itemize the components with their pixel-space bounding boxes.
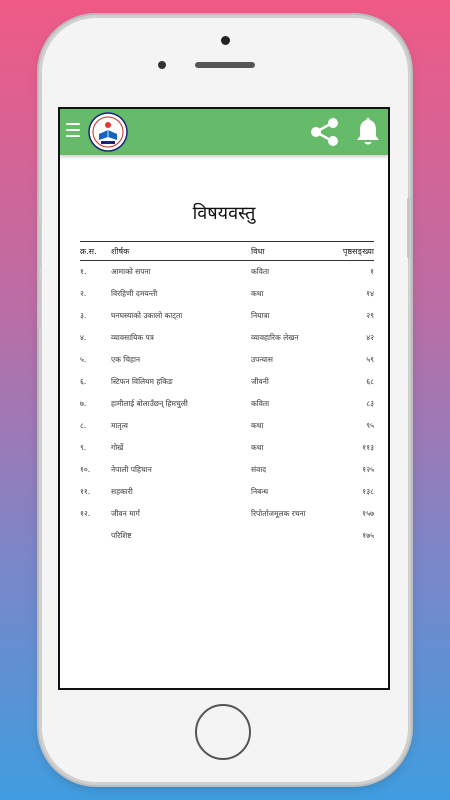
row-title: नेपाली पहिचान [111,465,152,474]
table-row[interactable] [80,283,374,305]
row-title: हामीलाई बोलाउँछन् हिमचुली [111,399,188,408]
row-number: ९. [80,443,87,452]
row-page: १५७ [362,509,374,518]
row-number: १. [80,267,87,276]
header-title: शीर्षक [111,246,130,256]
row-genre: जीवनी [251,377,269,386]
row-number: ३. [80,311,87,320]
row-genre: कथा [251,443,264,452]
table-of-contents [80,241,374,547]
row-page: ८३ [366,399,374,408]
page-title: विषयवस्तु [192,203,256,224]
row-title: घनघस्याको उकालो काट्ता [111,311,183,320]
row-number: ११. [80,487,91,496]
bell-icon[interactable] [354,117,382,147]
row-title: गोर्खे [111,443,124,452]
table-row[interactable] [80,349,374,371]
row-number: १०. [80,465,91,474]
table-row[interactable] [80,305,374,327]
row-page: १२५ [362,465,374,474]
row-page: ४२ [366,333,374,342]
row-page: १७५ [362,531,374,540]
header-number: क्र.स. [80,246,97,256]
app-logo [88,112,128,152]
row-genre: कथा [251,289,264,298]
earpiece-speaker [195,62,255,68]
row-genre: कथा [251,421,264,430]
power-button [407,198,410,258]
home-button[interactable] [195,704,251,760]
table-row[interactable] [80,261,374,283]
row-genre: रिपोर्ताजमूलक रचना [251,509,306,518]
row-title: मातृत्व [111,421,128,430]
row-number: १२. [80,509,91,518]
table-row[interactable] [80,393,374,415]
app-screen [58,107,390,690]
menu-bar [66,123,80,125]
hamburger-menu-icon[interactable] [66,123,80,139]
menu-bar [66,135,80,137]
row-title: आमाको सपना [111,267,151,276]
table-row[interactable] [80,459,374,481]
row-title: जीवन मार्ग [111,509,140,518]
table-row[interactable] [80,481,374,503]
row-number: ६. [80,377,87,386]
row-title: विरहिणी दमयन्ती [111,289,158,298]
row-genre: कविता [251,399,270,408]
row-genre: संवाद [251,465,267,474]
row-title: परिशिष्ट [111,531,132,540]
row-page: १४ [366,289,374,298]
row-genre: निबन्ध [251,487,269,496]
row-genre: नियात्रा [251,311,270,320]
row-page: १३८ [362,487,374,496]
row-page: ५९ [366,355,374,364]
row-title: सहकारी [111,487,133,496]
table-row[interactable] [80,327,374,349]
row-page: २९ [366,311,374,320]
row-page: ९५ [366,421,374,430]
row-number: ८. [80,421,87,430]
table-row[interactable] [80,503,374,525]
front-camera [158,61,166,69]
row-page: १ [370,267,374,276]
row-page: ११३ [362,443,374,452]
row-page: ६८ [366,377,374,386]
row-number: ५. [80,355,87,364]
header-page: पृष्ठसङ्ख्या [342,246,374,256]
table-row[interactable] [80,437,374,459]
volume-button [38,278,41,328]
row-title: स्टिफन विलियम हकिङ [111,377,173,386]
row-number: ७. [80,399,87,408]
camera-dot [221,36,230,45]
row-number: ४. [80,333,87,342]
table-header [80,241,374,261]
header-genre: विधा [251,246,265,256]
row-genre: कविता [251,267,270,276]
app-bar [60,109,388,155]
share-icon[interactable] [308,117,340,147]
row-title: एक चिहान [111,355,141,364]
row-number: २. [80,289,87,298]
table-row[interactable] [80,371,374,393]
table-row[interactable] [80,525,374,547]
table-row[interactable] [80,415,374,437]
menu-bar [66,129,80,131]
volume-button [38,218,41,268]
row-genre: व्यावहारिक लेखन [251,333,299,342]
row-title: व्यावसायिक पत्र [111,333,154,342]
row-genre: उपन्यास [251,355,273,364]
